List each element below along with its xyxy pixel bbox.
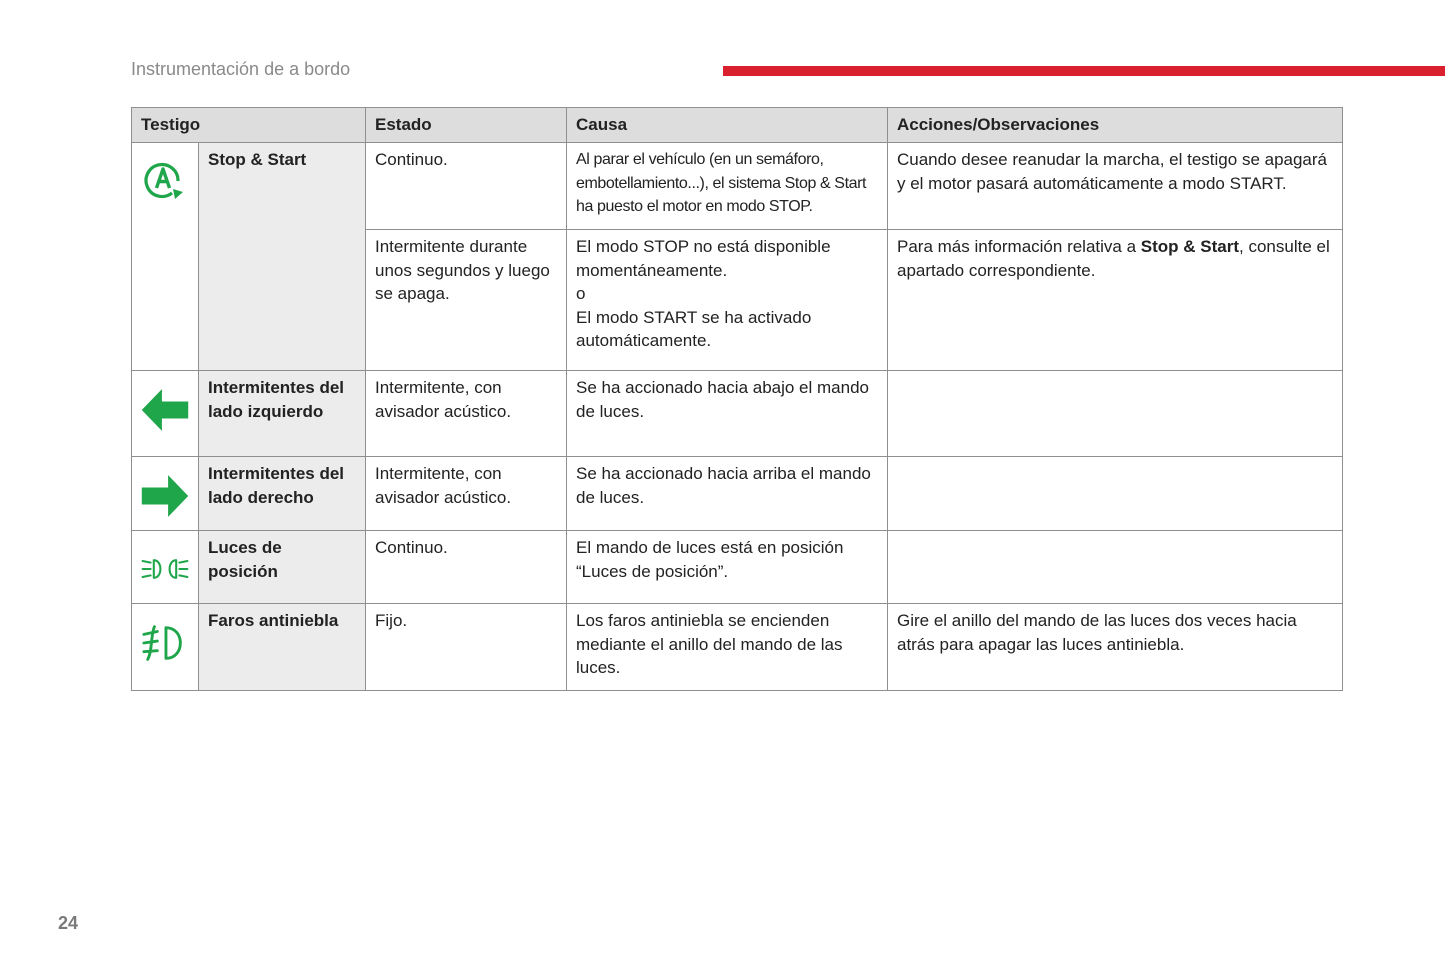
row-causa: El mando de luces está en posición “Luces de posición”.: [567, 531, 888, 604]
position-lights-icon: [141, 552, 189, 586]
row-acciones: [888, 371, 1343, 457]
row-estado: Intermitente, con avisador acústico.: [366, 457, 567, 531]
row-causa: Se ha accionado hacia abajo el mando de luces.: [567, 371, 888, 457]
causa-line: El modo START se ha activado automáticamente.: [576, 307, 812, 350]
row-name: Intermitentes del lado derecho: [199, 457, 366, 531]
causa-line: o: [576, 284, 586, 303]
left-arrow-icon: [141, 382, 189, 438]
row-estado: Continuo.: [366, 531, 567, 604]
table-row: [132, 531, 1343, 604]
table-row: [132, 143, 1343, 230]
row-acciones: Gire el anillo del mando de las luces dos veces hacia atrás para apagar las luces antiniebla.: [888, 604, 1343, 691]
header-estado: Estado: [366, 108, 567, 143]
row-causa: Se ha accionado hacia arriba el mando de luces.: [567, 457, 888, 531]
icon-cell: [132, 371, 199, 457]
section-title: Instrumentación de a bordo: [131, 59, 351, 79]
row-name: Faros antiniebla: [199, 604, 366, 691]
acciones-text: Para más información relativa a: [897, 237, 1141, 256]
causa-line: El modo STOP no está disponible momentáneamente.: [576, 237, 831, 280]
row-estado: Intermitente, con avisador acústico.: [366, 371, 567, 457]
table-header-row: [132, 108, 1343, 143]
row-name: Intermitentes del lado izquierdo: [199, 371, 366, 457]
warning-lights-table: [131, 107, 1343, 691]
icon-cell: [132, 604, 199, 691]
row-name: Luces de posición: [199, 531, 366, 604]
acciones-text: , consulte el apartado correspondiente.: [897, 237, 1330, 280]
row-causa: Al parar el vehículo (en un semáforo, embotellamiento...), el sistema Stop & Start ha puesto el motor en modo STOP.: [567, 143, 888, 230]
row-estado: Fijo.: [366, 604, 567, 691]
fog-light-icon: [141, 623, 189, 663]
row-estado: Intermitente durante unos segundos y luego se apaga.: [366, 230, 567, 371]
icon-cell: [132, 143, 199, 371]
header-causa: Causa: [567, 108, 888, 143]
table-row: [132, 457, 1343, 531]
icon-cell: [132, 531, 199, 604]
row-estado: Continuo.: [366, 143, 567, 230]
icon-cell: [132, 457, 199, 531]
page-number: 24: [58, 913, 79, 933]
header-acciones: Acciones/Observaciones: [888, 108, 1343, 143]
row-acciones: [888, 457, 1343, 531]
header-accent-bar: [723, 66, 1445, 76]
row-causa: [567, 230, 888, 371]
row-acciones: [888, 531, 1343, 604]
right-arrow-icon: [141, 468, 189, 524]
stop-start-icon: [143, 160, 187, 200]
row-acciones: Cuando desee reanudar la marcha, el testigo se apagará y el motor pasará automáticamente a modo START.: [888, 143, 1343, 230]
acciones-bold: Stop & Start: [1140, 237, 1240, 256]
row-name: Stop & Start: [199, 143, 366, 371]
table-row: [132, 604, 1343, 691]
header-testigo: Testigo: [132, 108, 366, 143]
row-causa: Los faros antiniebla se encienden mediante el anillo del mando de las luces.: [567, 604, 888, 691]
table-row: [132, 371, 1343, 457]
row-acciones: [888, 230, 1343, 371]
